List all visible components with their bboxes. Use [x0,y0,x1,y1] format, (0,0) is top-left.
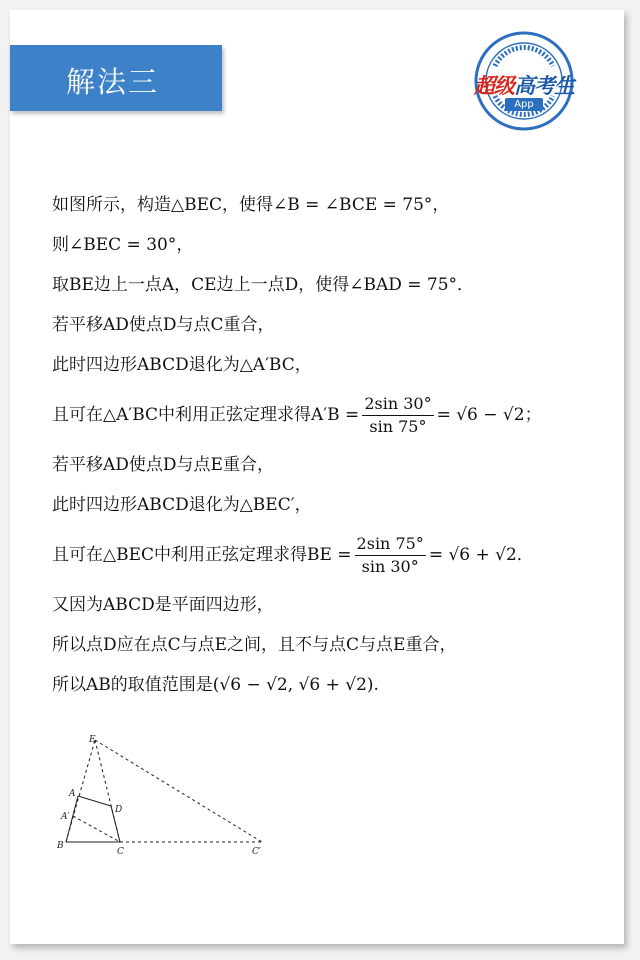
label-C: C [117,847,124,857]
fraction-numerator: 2sin 30° [362,393,433,416]
step-result: = √6 − √2； [436,405,542,425]
fraction-denominator: sin 75° [369,416,427,436]
label-C-prime: C′ [252,847,261,857]
step-line: 则∠BEC = 30°， [52,235,194,255]
step-line: 取BE边上一点A，CE边上一点D，使得∠BAD = 75°． [52,275,475,295]
logo-wordmark: 超级高考生 [474,74,574,98]
step-line: 所以点D应在点C与点E之间，且不与点C与点E重合， [52,635,457,655]
step-line-fraction-2 [52,525,612,585]
label-A-prime: A′ [61,812,70,822]
label-D: D [115,805,123,815]
solution-text [52,185,612,705]
step-text: 且可在△A′BC中利用正弦定理求得A′B = [52,405,360,425]
label-E: E [89,735,96,745]
section-ribbon [10,45,222,111]
step-line-fraction-1 [52,385,612,445]
label-A: A [69,789,76,799]
fraction-denominator: sin 30° [361,556,419,576]
segment-EC2 [95,740,262,842]
step-line: 此时四边形ABCD退化为△A′BC， [52,355,312,375]
geometry-figure [52,730,282,864]
segment-A2C [73,816,120,842]
step-line: 又因为ABCD是平面四边形， [52,595,274,615]
logo-app-badge: App [505,98,543,111]
step-line: 此时四边形ABCD退化为△BEC′， [52,495,312,515]
triangle-diagram [52,730,282,860]
step-text: 且可在△BEC中利用正弦定理求得BE = [52,545,352,565]
segment-AD [78,796,111,806]
section-title: 解法三 [66,65,160,99]
step-line: 所以AB的取值范围是(√6 − √2, √6 + √2). [52,675,379,695]
fraction [362,393,433,438]
fraction [355,533,426,578]
step-line: 若平移AD使点D与点E重合， [52,455,274,475]
step-result: = √6 + √2． [428,545,534,565]
brand-logo [473,30,575,132]
step-line: 如图所示，构造△BEC，使得∠B = ∠BCE = 75°， [52,195,450,215]
step-line: 若平移AD使点D与点C重合， [52,315,275,335]
label-B: B [57,841,64,851]
fraction-numerator: 2sin 75° [355,533,426,556]
